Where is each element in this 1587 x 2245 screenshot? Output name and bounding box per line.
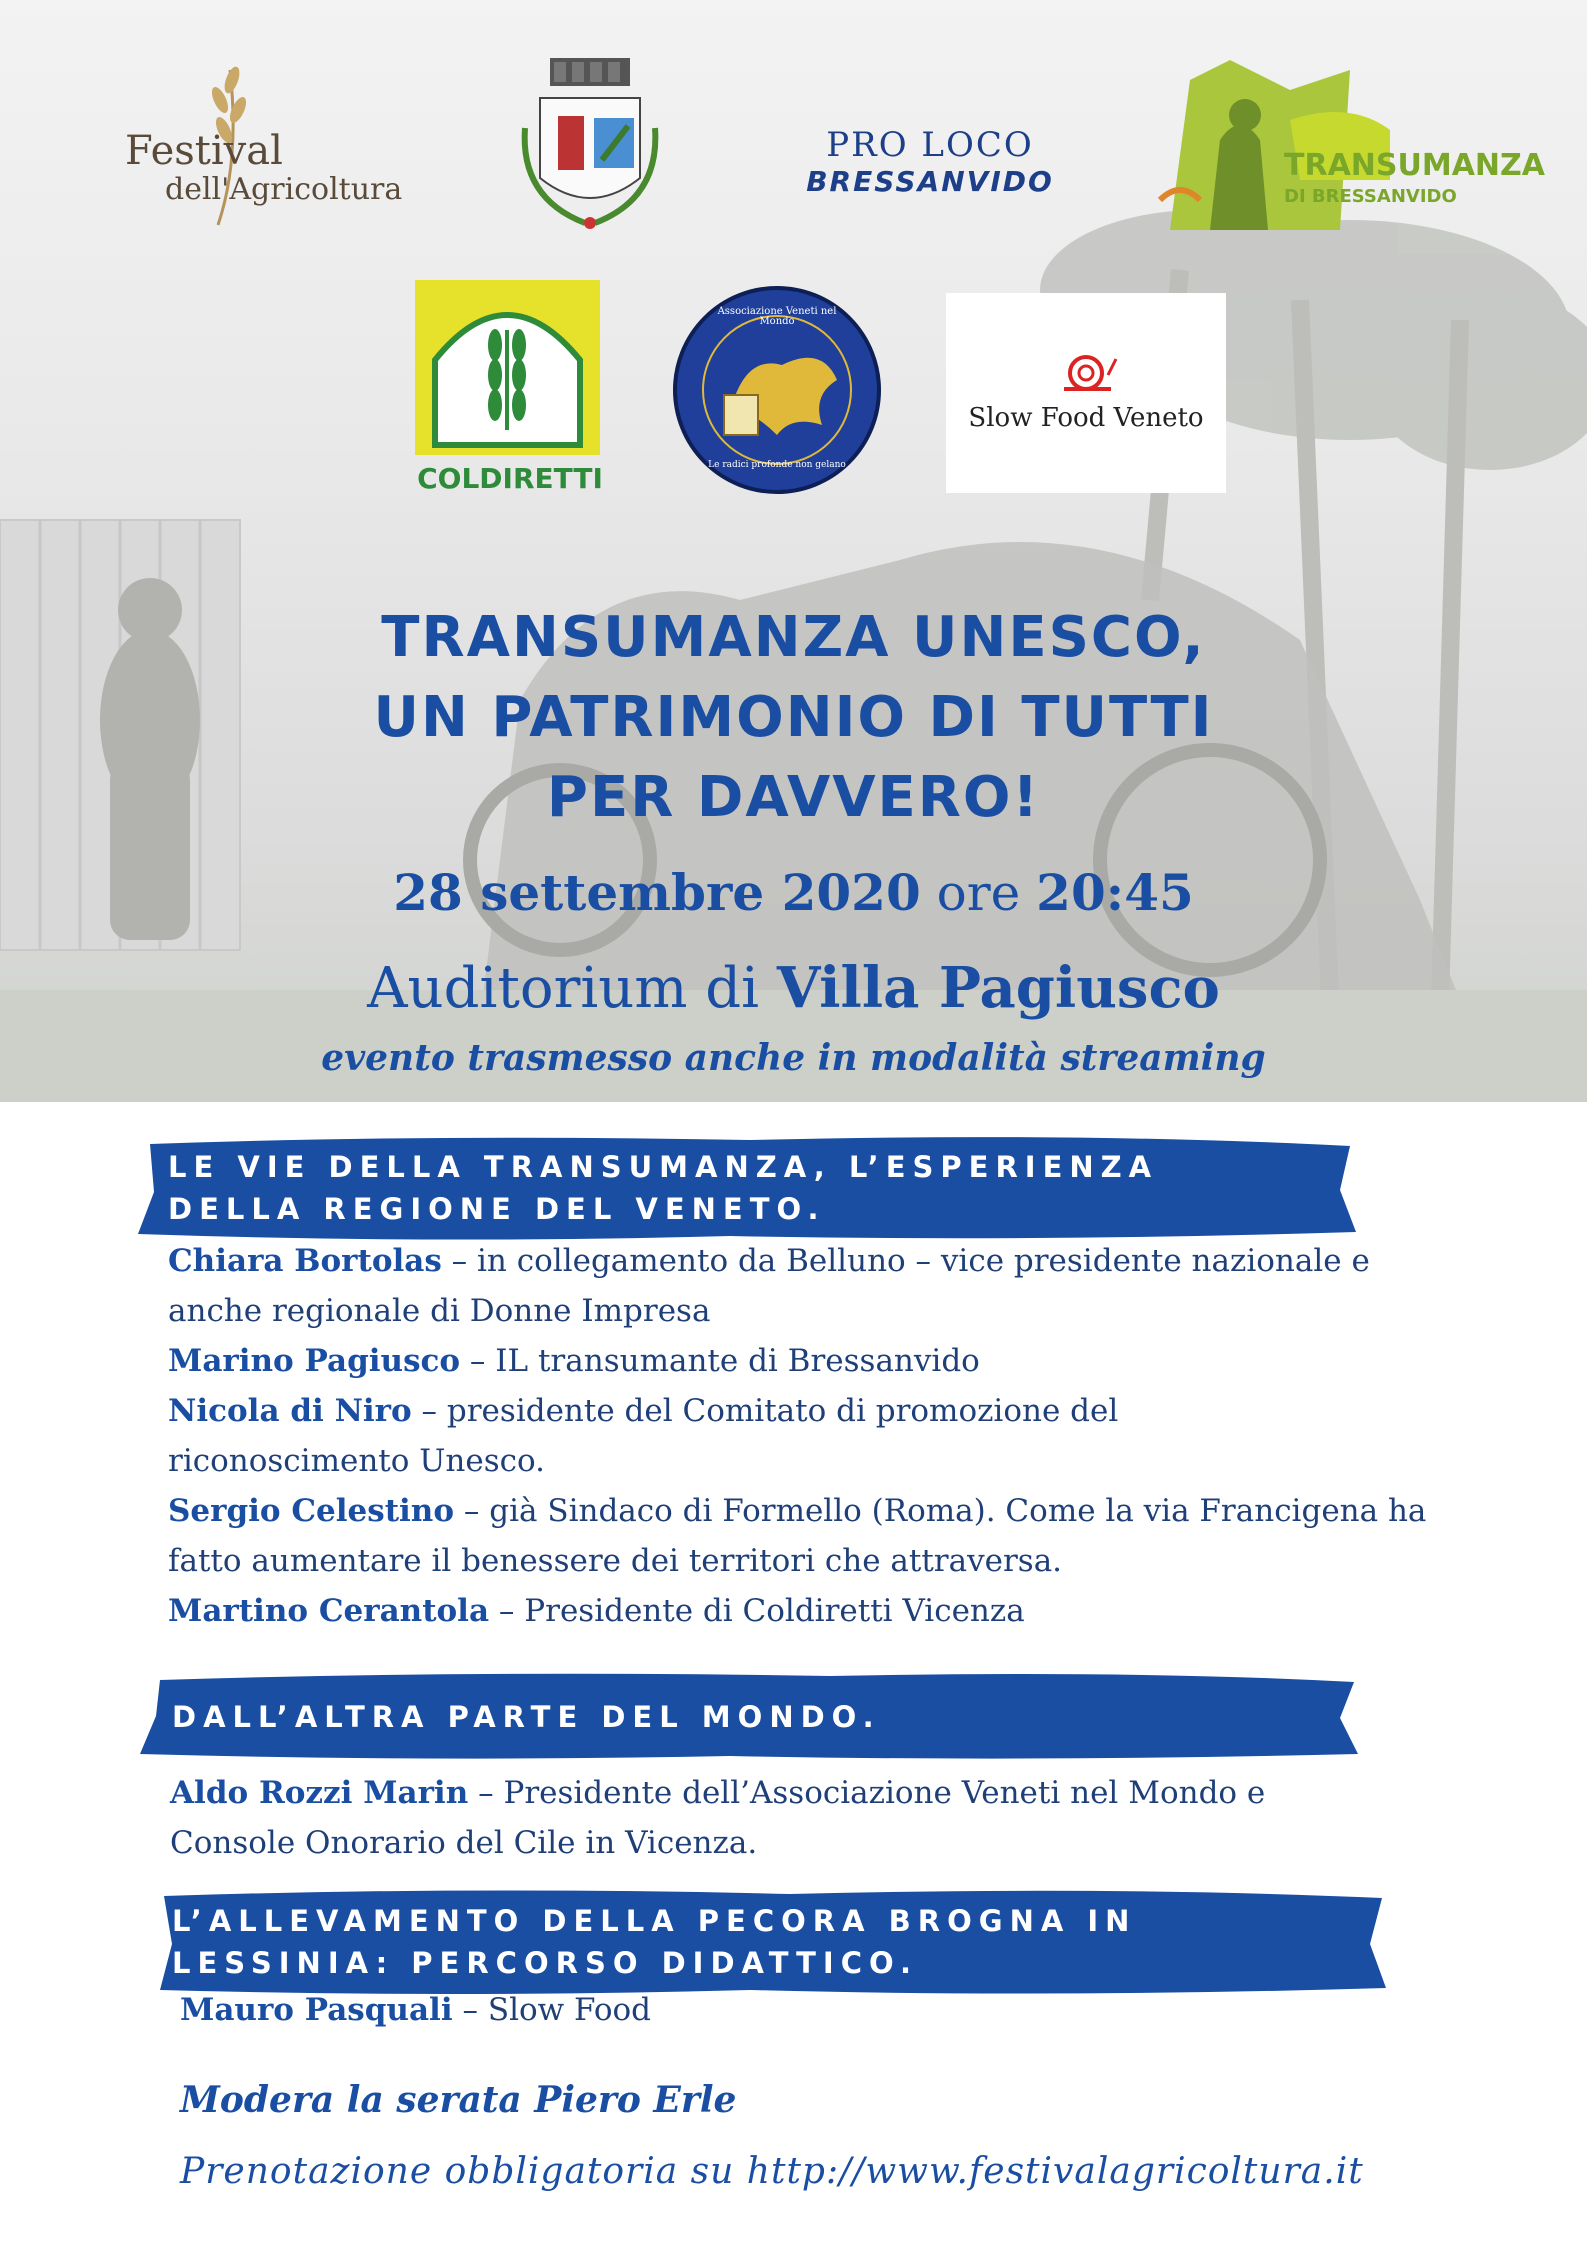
section-1-title-line-2: DELLA REGIONE DEL VENETO.	[168, 1192, 826, 1226]
section-2-speakers	[170, 1768, 1390, 1868]
speaker-entry	[168, 1336, 1458, 1386]
speaker-role: – presidente del Comitato di promozione del riconoscimento Unesco.	[168, 1393, 1119, 1479]
snail-icon	[946, 293, 1226, 493]
section-banner-1	[130, 1132, 1360, 1244]
speaker-entry	[180, 1985, 1380, 2035]
section-3-title-line-2: LESSINIA: PERCORSO DIDATTICO.	[172, 1946, 919, 1980]
pro-loco-line1: PRO LOCO	[826, 125, 1034, 165]
coldiretti-wheat-icon	[415, 280, 600, 455]
speaker-name: Nicola di Niro	[168, 1393, 412, 1429]
event-date: 28 settembre 2020	[393, 863, 921, 922]
title-line-2: UN PATRIMONIO DI TUTTI	[373, 685, 1214, 750]
section-3-title-line-1: L’ALLEVAMENTO DELLA PECORA BROGNA IN	[172, 1904, 1137, 1938]
slow-food-name: Slow Food Veneto	[968, 403, 1204, 433]
speaker-entry	[168, 1386, 1228, 1486]
speaker-entry	[168, 1236, 1458, 1336]
title-line-3: PER DAVVERO!	[546, 765, 1041, 830]
veneti-logo-top-text: Associazione Veneti nel Mondo	[717, 306, 837, 327]
transumanza-line2: DI BRESSANVIDO	[1284, 186, 1457, 207]
coldiretti-logo	[415, 280, 605, 500]
section-banner-2	[130, 1670, 1360, 1762]
coldiretti-name: COLDIRETTI	[417, 462, 603, 495]
event-venue	[0, 955, 1587, 1021]
coldiretti-badge	[415, 280, 600, 455]
event-time: 20:45	[1036, 863, 1194, 922]
pro-loco-line2: BRESSANVIDO	[806, 165, 1054, 198]
venue-name: Villa Pagiusco	[776, 955, 1220, 1021]
speaker-entry	[168, 1586, 1458, 1636]
speaker-entry	[170, 1768, 1390, 1868]
slow-food-veneto-logo	[946, 293, 1226, 493]
speaker-role: – Presidente di Coldiretti Vicenza	[489, 1593, 1025, 1629]
section-3-speakers	[180, 1985, 1380, 2035]
speaker-name: Chiara Bortolas	[168, 1243, 442, 1279]
veneti-logo-bottom-text: Le radici profonde non gelano	[708, 460, 846, 470]
transumanza-line1: TRANSUMANZA	[1284, 148, 1546, 183]
section-2-title: DALL’ALTRA PARTE DEL MONDO.	[172, 1700, 881, 1734]
section-1-speakers	[168, 1236, 1458, 1636]
festival-agricoltura-logo	[120, 50, 480, 230]
festival-logo-line2: dell'Agricoltura	[165, 172, 403, 207]
section-banner-3	[150, 1886, 1390, 1998]
speaker-role: – Presidente dell’Associazione Veneti nel Mondo e Console Onorario del Cile in Vicenza.	[170, 1775, 1266, 1861]
event-date-time	[0, 863, 1587, 922]
section-1-title-line-1: LE VIE DELLA TRANSUMANZA, L’ESPERIENZA	[168, 1150, 1159, 1184]
moderator-note: Modera la serata Piero Erle	[180, 2079, 737, 2121]
booking-note: Prenotazione obbligatoria su http://www.festivalagricoltura.it	[180, 2151, 1364, 2192]
herdsman-cow-icon	[1150, 50, 1520, 240]
municipality-coat-of-arms	[510, 58, 670, 238]
speaker-name: Mauro Pasquali	[180, 1992, 453, 2028]
speaker-role: – Slow Food	[452, 1992, 652, 2028]
streaming-note: evento trasmesso anche in modalità streaming	[321, 1037, 1266, 1079]
title-line-1: TRANSUMANZA UNESCO,	[381, 605, 1206, 670]
pro-loco-logo	[760, 125, 1100, 205]
festival-logo-line1: Festival	[125, 128, 283, 174]
coat-of-arms-icon	[510, 58, 670, 238]
hero-background	[0, 0, 1587, 1102]
speaker-name: Martino Cerantola	[168, 1593, 490, 1629]
speaker-entry	[168, 1486, 1458, 1586]
speaker-role: – in collegamento da Belluno – vice presidente nazionale e anche regionale di Donne Impresa	[168, 1243, 1370, 1329]
venue-prefix: Auditorium di	[367, 956, 759, 1021]
transumanza-bressanvido-logo	[1150, 50, 1546, 240]
speaker-role: – già Sindaco di Formello (Roma). Come la via Francigena ha fatto aumentare il benessere dei territori che attraversa.	[168, 1493, 1427, 1579]
speaker-name: Marino Pagiusco	[168, 1343, 461, 1379]
speaker-name: Sergio Celestino	[168, 1493, 455, 1529]
speaker-role: – IL transumante di Bressanvido	[460, 1343, 980, 1379]
speaker-name: Aldo Rozzi Marin	[170, 1775, 469, 1811]
event-date-ore: ore	[936, 864, 1021, 922]
veneti-nel-mondo-logo	[672, 285, 882, 495]
